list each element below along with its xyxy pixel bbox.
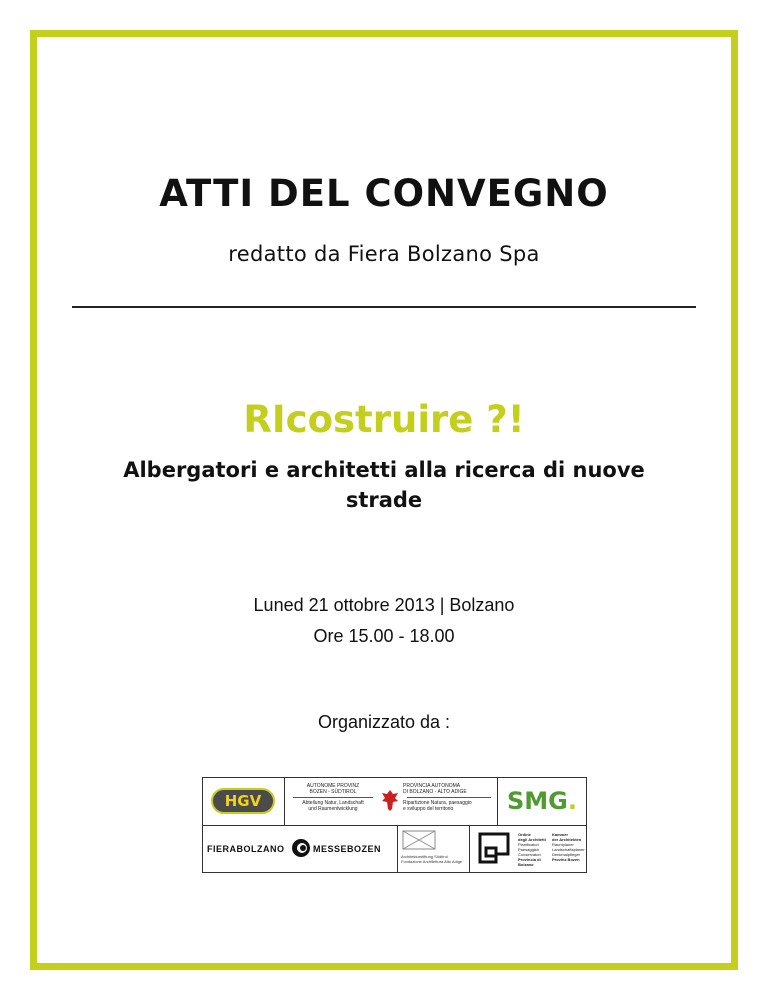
document-title: ATTI DEL CONVEGNO [159,172,609,215]
messe-bozen-text: MESSEBOZEN [313,844,382,854]
event-headline: RIcostruire ?! [243,398,525,441]
fiera-logo-cell [203,826,398,872]
organizer-logos [202,777,587,873]
document-subtitle: redatto da Fiera Bolzano Spa [228,242,540,266]
divider [72,306,696,308]
eagle-emblem-icon [381,788,399,812]
organizer-label: Organizzato da : [317,712,451,732]
event-date: Luned 21 ottobre 2013 | Bolzano [253,595,515,615]
event-time: Ore 15.00 - 18.00 [313,626,455,646]
ordine-it-text: Ordine degli Architetti Pianificatori Paesaggisti Conservatori Provincia di Bolzano [518,832,546,867]
hgv-logo-cell [203,778,285,826]
smg-logo-cell [498,778,586,826]
province-de-text: AUTONOME PROVINZ BOZEN - SÜDTIROL Abteilung Natur, Landschaft und Raumentwicklung [289,783,377,812]
architecture-foundation-text: Architekturstiftung Südtirol Fondazione Architettura Alto Adige [401,854,463,864]
province-it-text: PROVINCIA AUTONOMA DI BOLZANO - ALTO ADIGE Ripartizione Natura, paesaggio e sviluppo del territorio [403,783,495,812]
province-logo-cell [285,778,498,826]
architecture-foundation-cell [398,826,470,872]
fiera-disc-icon [291,838,311,858]
hgv-logo: HGV [211,788,275,814]
smg-logo: SMG. [507,787,577,815]
event-tagline: Albergatori e architetti alla ricerca di nuove strade [123,458,645,512]
fiera-bolzano-text: FIERABOLZANO [207,844,285,854]
ordine-architetti-icon [476,830,512,866]
architecture-foundation-icon [402,830,436,850]
ordine-architetti-cell [470,826,586,872]
kammer-de-text: Kammer der Architekten Raumplaner Landschaftsplaner Denkmalpfleger Provinz Bozen [552,832,585,862]
